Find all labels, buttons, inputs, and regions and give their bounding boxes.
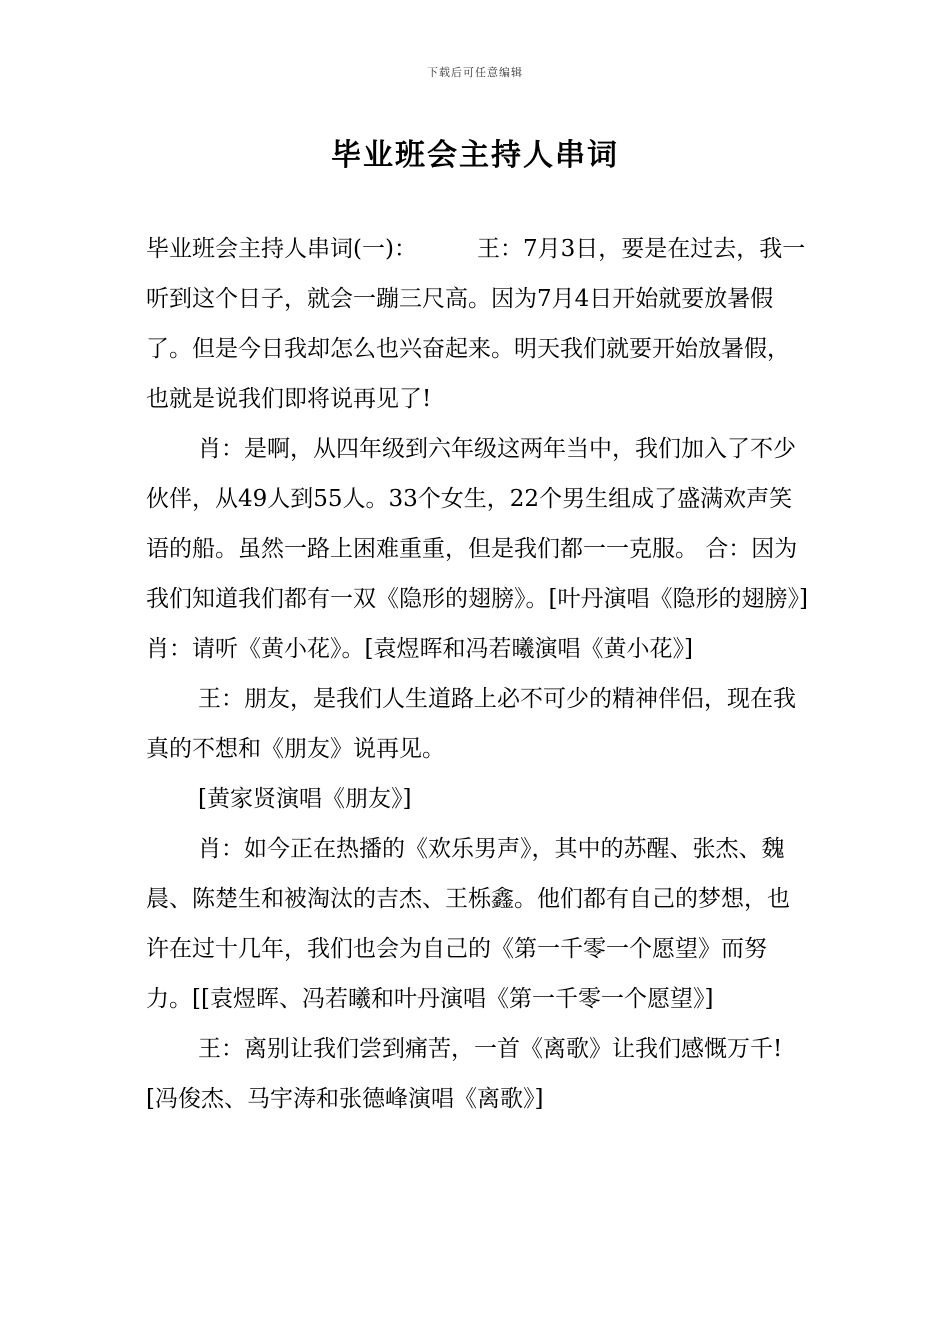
paragraph-2: 肖：是啊，从四年级到六年级这两年当中，我们加入了不少伙伴，从49人到55人。33个女生，22个男生组成了盛满欢声笑语的船。虽然一路上困难重重，但是我们都一一克服。 合：因为我们知道我们都有一双《隐形的翅膀》。[叶丹演唱《隐形的翅膀》] 肖：请听《黄小花》。[袁煜晖和冯若曦演唱《黄小花》] (146, 436, 808, 662)
paragraph-5: 肖：如今正在热播的《欢乐男声》，其中的苏醒、张杰、魏晨、陈楚生和被淘汰的吉杰、王栎鑫。他们都有自己的梦想，也许在过十几年，我们也会为自己的《第一千零一个愿望》而努力。[[袁煜晖、冯若曦和叶丹演唱《第一千零一个愿望》] (146, 836, 790, 1012)
document-body (146, 224, 810, 1124)
paragraph-6: 王：离别让我们尝到痛苦，一首《离歌》让我们感慨万千![冯俊杰、马宇涛和张德峰演唱《离歌》] (146, 1036, 783, 1112)
page-header-note: 下载后可任意编辑 (427, 66, 523, 79)
paragraph-4: [黄家贤演唱《朋友》] (198, 786, 412, 812)
document-title: 毕业班会主持人串词 (331, 138, 619, 173)
section-heading: 毕业班会主持人串词(一)： (146, 236, 417, 262)
paragraph-text: 王：7月3日，要是在过去，我一听到这个日子，就会一蹦三尺高。因为7月4日开始就要放暑假了。但是今日我却怎么也兴奋起来。明天我们就要开始放暑假，也就是说我们即将说再见了! (146, 236, 806, 412)
paragraph-3: 王：朋友，是我们人生道路上必不可少的精神伴侣，现在我真的不想和《朋友》说再见。 (146, 686, 796, 762)
paragraph-1 (146, 224, 810, 424)
